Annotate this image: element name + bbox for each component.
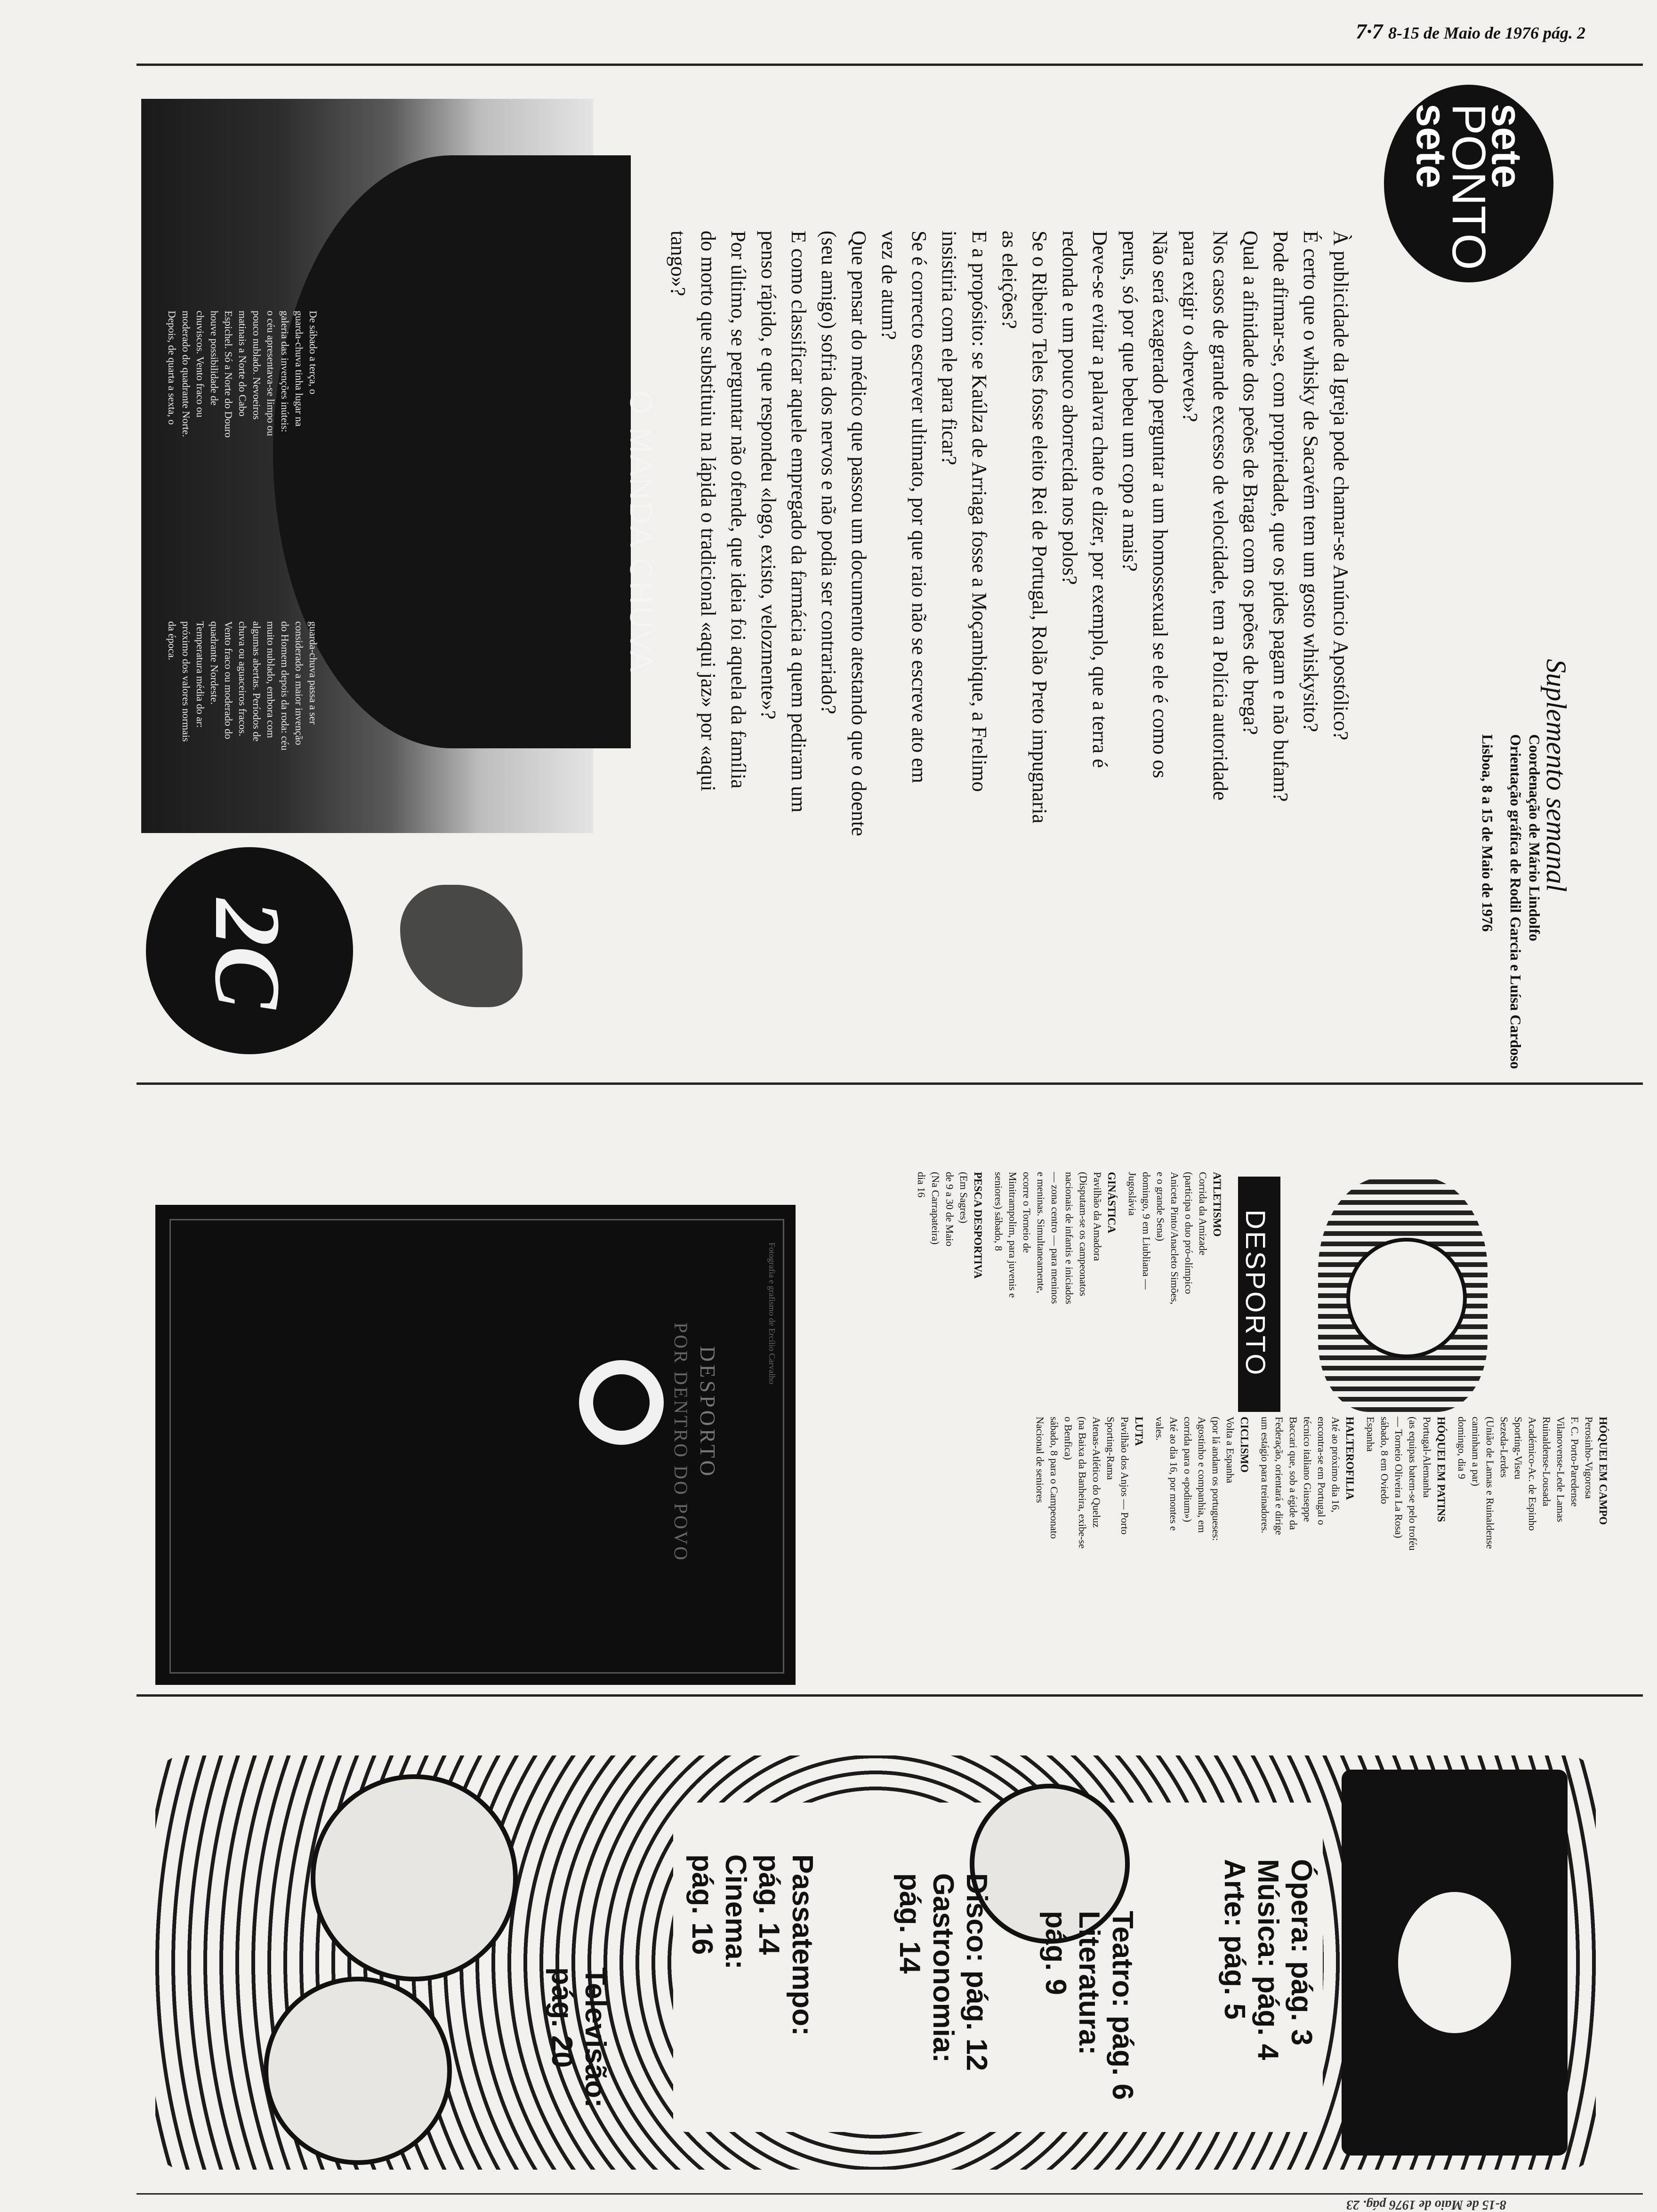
weather-line: Vento fraco ou moderado do — [223, 621, 234, 739]
sport-line: (as equipas batem-se pelo troféu — [1407, 1417, 1419, 1551]
page-badge-circle — [146, 847, 353, 1054]
question-line: redonda e um pouco aborrecida nos polos? — [1058, 231, 1081, 585]
sport-line: F. C. Porto-Paredense — [1569, 1417, 1581, 1507]
guide-col-1 — [1218, 1859, 1318, 2060]
guide-line: pág. 16 — [686, 1854, 718, 1955]
guide-line: Gastronomia: — [927, 1873, 959, 2063]
sport-line: Até ao próximo dia 16, — [1330, 1417, 1342, 1513]
sports-column-2 — [1033, 1417, 1610, 1551]
middle-rule-2 — [137, 1694, 1643, 1697]
sport-line: vales. — [1154, 1417, 1166, 1441]
weather-line: quadrante Nordeste. — [209, 621, 220, 705]
guide-line: Disco: pág. 12 — [960, 1873, 993, 2071]
guide-col-2 — [1039, 1911, 1139, 2100]
graphics-line: Orientação gráfica de Rodil Garcia e Luísa Cardoso — [1507, 734, 1524, 1069]
guide-line: Ópera: pág. 3 — [1285, 1859, 1318, 2046]
question-line: insistiria com ele para ficar? — [938, 231, 961, 465]
sport-line: o Benfica) — [1062, 1417, 1074, 1460]
question-line: vez de atum? — [877, 231, 901, 340]
sport-line: encontra-se em Portugal o — [1316, 1417, 1327, 1525]
question-line: as eleições? — [998, 231, 1021, 329]
weather-line: considerado a maior invenção — [293, 621, 305, 745]
weather-line: Espichel. Só a Norte do Douro — [223, 311, 234, 438]
question-line: tango»? — [667, 231, 690, 297]
sport-line: Corrida da Amizade — [1197, 1172, 1209, 1256]
sport-line: sábado, 8 em Oviedo — [1379, 1417, 1391, 1504]
sport-line: Atenas-Atlético do Queluz — [1091, 1417, 1102, 1528]
mirrored-footer-text: 8-15 de Maio de 1976 pág. 23 — [1346, 2197, 1506, 2212]
guide-line: Música: pág. 4 — [1252, 1859, 1284, 2060]
weather-line: moderado do quadrante Norte. — [180, 311, 192, 437]
questions-column — [663, 231, 1356, 836]
sport-line: corrida para o «podium») — [1182, 1417, 1194, 1523]
sport-line: (Na Carrapateira) — [930, 1172, 941, 1245]
guide-line: pág. 20 — [546, 1967, 578, 2068]
question-line: É certo que o whisky de Sacavém tem um gosto whiskysito? — [1299, 231, 1322, 732]
sport-line: Aniceta Pinto/Anacleto Simões, — [1169, 1172, 1181, 1305]
sport-line: Baccari que, sob a égide da — [1287, 1417, 1299, 1530]
guide-mask-graphic — [1342, 1770, 1568, 2156]
book-cover-frame — [169, 1219, 784, 1674]
sport-line: (por lá andam os portugueses: — [1210, 1417, 1222, 1541]
middle-rule-1 — [137, 1082, 1643, 1085]
question-line: Qual a afinidade dos peões de Braga com os peões de brega? — [1239, 231, 1262, 735]
sport-heading: ATLETISMO — [1211, 1172, 1223, 1237]
weather-line: matinais a Norte do Cabo — [237, 311, 249, 417]
logo-word-sete-top: sete — [1483, 104, 1530, 189]
sport-line: (participa o duo pró-olímpico — [1183, 1172, 1195, 1294]
sete-ponto-sete-logo — [1384, 85, 1553, 282]
sport-line: (Disputam-se os campeonatos — [1078, 1172, 1089, 1296]
weather-line: muito nublado, embora com — [265, 621, 277, 738]
guide-col-4 — [685, 1854, 819, 2036]
question-line: Deve-se evitar a palavra chato e dizer, por exemplo, que a terra é — [1088, 231, 1111, 768]
guide-illustration-circle-1 — [311, 1774, 518, 1981]
book-cover-title-2: POR DENTRO DO POVO — [670, 1322, 692, 1562]
sport-line: Até ao dia 16, por montes e — [1168, 1417, 1180, 1531]
sport-line: Minitrampolim, para juvenis e — [1007, 1172, 1019, 1298]
sport-line: domingo, 9 em Liubliana — — [1141, 1172, 1152, 1290]
sport-line: Ruinaldense-Lousada — [1541, 1417, 1552, 1507]
sport-heading: HÓQUEI EM CAMPO — [1597, 1417, 1609, 1525]
question-line: (seu amigo) sofria dos nervos e não podia ser contrariado? — [817, 231, 840, 714]
sport-line: domingo, dia 9 — [1456, 1417, 1468, 1479]
sport-line: sábado, 8 para o Campeonato — [1048, 1417, 1060, 1539]
sport-heading: HALTEROFILIA — [1344, 1417, 1356, 1500]
question-line: Pode afirmar-se, com propriedade, que os pides pagam e não bufam? — [1269, 231, 1292, 802]
weather-line: chuviscos. Vento fraco ou — [194, 311, 206, 417]
sport-line: técnico italiano Giuseppe — [1302, 1417, 1313, 1522]
question-line: Nos casos de grande excesso de velocidade, tem a Polícia autoridade — [1209, 231, 1232, 801]
sport-line: Perosinho-Vigorosa — [1583, 1417, 1595, 1499]
question-line: perus, só por que bebeu um copo a mais? — [1118, 231, 1142, 572]
sport-line: Pavilhão dos Anjos — Porto — [1119, 1417, 1131, 1535]
book-cover — [155, 1205, 796, 1685]
weather-line: o céu apresentava-se limpo ou — [265, 311, 277, 436]
supplement-lines — [1478, 734, 1544, 1069]
supplement-title: Suplemento semanal — [1541, 659, 1572, 892]
weather-text-col1 — [165, 311, 320, 438]
sport-line: Federação, orientará e dirige — [1273, 1417, 1285, 1535]
sport-heading: PESCA DESPORTIVA — [972, 1172, 984, 1279]
guide-line: Literatura: — [1073, 1911, 1105, 2055]
question-line: para exigir o «brevet»? — [1179, 231, 1202, 422]
sports-column-1 — [914, 1172, 1224, 1305]
supplement-credits — [1540, 659, 1572, 892]
weather-line: chuva ou aguaceiros fracos. — [237, 621, 249, 737]
weather-line: algumas abertas. Períodos de — [251, 621, 263, 742]
question-line: Se o Ribeiro Teles fosse eleito Rei de Portugal, Rolão Preto impugnaria — [1028, 231, 1051, 824]
sport-line: (Em Sagres) — [958, 1172, 970, 1224]
sport-line: (na Baixa da Banheira, exibe-se — [1077, 1417, 1088, 1549]
sport-line: Jugoslávia — [1126, 1172, 1138, 1216]
guide-line: pág. 14 — [753, 1854, 785, 1955]
sport-line: Nacional de seniores — [1034, 1417, 1046, 1503]
question-line: Por último, se perguntar não ofende, que ideia foi aquela da família — [727, 231, 750, 789]
guide-line: Cinema: — [719, 1854, 752, 1970]
sport-heading: HÓQUEI EM PATINS — [1435, 1417, 1447, 1523]
weather-line: próximo dos valores normais — [180, 621, 192, 742]
weather-line: da época. — [166, 621, 178, 661]
guide-line: Passatempo: — [786, 1854, 819, 2036]
coordination-line: Coordenação de Mário Lindolfo — [1526, 734, 1543, 941]
sport-line: Sporting-Rama — [1105, 1417, 1117, 1480]
sport-line: ocorre o Torneio de — [1021, 1172, 1033, 1253]
weather-headline: O MANDA CHUVA — [624, 391, 659, 673]
sport-line: de 9 a 30 de Maio — [944, 1172, 956, 1247]
guide-line: pág. 9 — [1039, 1911, 1072, 1996]
bottom-rule — [137, 2193, 1643, 2195]
weather-text-col2 — [165, 621, 320, 750]
sport-line: e meninas. Simultaneamente, — [1035, 1172, 1047, 1293]
top-rule — [137, 64, 1643, 66]
header-logo-mark: 7·7 — [1356, 19, 1388, 43]
book-cover-title-1: DESPORTO — [696, 1346, 720, 1479]
sport-line: — zona centro — para meninos — [1049, 1172, 1061, 1304]
weather-line: do Homem depois da roda: céu — [279, 621, 291, 751]
question-line: Se é correcto escrever ultimato, por que raio não se escreve ato em — [908, 231, 931, 784]
question-line: Não será exagerado perguntar a um homossexual se ele é como os — [1149, 231, 1172, 778]
sport-line: — Torneio Oliveira La Rosa) — [1393, 1417, 1405, 1539]
sport-line: Volta a Espanha — [1224, 1417, 1236, 1483]
sport-line: dia 16 — [916, 1172, 927, 1198]
sports-banner — [1238, 1177, 1280, 1412]
guide-line: Teatro: pág. 6 — [1106, 1911, 1139, 2100]
weather-photo — [141, 99, 659, 833]
sport-line: (União de Lamas e Ruinaldense — [1484, 1417, 1496, 1549]
weather-line: guarda-chuva passa a ser — [307, 621, 319, 725]
sports-mascot-graphic — [1318, 1177, 1488, 1412]
logo-word-sete-bottom: sete — [1408, 104, 1455, 189]
sport-line: Portugal-Alemanha — [1421, 1417, 1433, 1498]
sport-line: seniores) sábado, 8 — [993, 1172, 1005, 1251]
sport-line: Agostinho e companhia, em — [1196, 1417, 1208, 1533]
question-line: E como classificar aquele empregado da farmácia a quem pediram um — [787, 231, 810, 813]
weather-line: De sábado a terça, o — [307, 311, 319, 394]
brush-stroke-2 — [400, 885, 523, 1007]
weather-line: Temperatura média do ar: — [194, 621, 206, 728]
guide-line: Televisão: — [579, 1967, 611, 2108]
sport-line: Vilanovense-Lede Lamas — [1555, 1417, 1567, 1523]
guide-illustration-circle-3 — [264, 1977, 452, 2165]
question-line: Que pensar do médico que passou um documento atestando que o doente — [847, 231, 870, 836]
sport-line: e o grande Sena) — [1155, 1172, 1166, 1242]
sport-line: Académico-Ac. de Espinho — [1527, 1417, 1538, 1531]
guide-line: pág. 14 — [893, 1873, 926, 1974]
sport-line: Sezeda-Lerdes — [1498, 1417, 1510, 1478]
book-cover-credit: Fotografia e grafismo de Ercílio Carvalho — [767, 1242, 777, 1385]
weather-line: Depois, de quarta a sexta, o — [166, 311, 178, 425]
place-date-line: Lisboa, 8 a 15 de Maio de 1976 — [1479, 734, 1496, 932]
sport-line: nacionais de infantis e iniciados — [1063, 1172, 1075, 1305]
book-ring-graphic — [579, 1360, 664, 1445]
weather-line: houve possibilidade de — [209, 311, 220, 406]
logo-word-ponto: PONTO — [1442, 104, 1495, 270]
umbrella-shape — [273, 155, 631, 751]
weather-line: guarda-chuva tinha lugar na — [293, 311, 305, 427]
page-date-header: 7·7 8-15 de Maio de 1976 pág. 2 — [1356, 19, 1585, 43]
weather-line: galeria das invenções inúteis: — [279, 311, 291, 433]
question-line: penso rápido, e que respondeu «logo, existo, velozmente»? — [757, 231, 780, 720]
sport-heading: LUTA — [1133, 1417, 1145, 1446]
sports-banner-text: DESPORTO — [1240, 1210, 1271, 1377]
sport-line: um estágio para treinadores. — [1259, 1417, 1271, 1534]
sport-heading: GINÁSTICA — [1106, 1172, 1118, 1234]
question-line: do morto que substituiu na lápida o tradicional «aqui jaz» por «aqui — [697, 231, 720, 792]
sport-line: Pavilhão da Amadora — [1092, 1172, 1103, 1261]
question-line: E a propósito: se Kaúlza de Arriaga fosse a Moçambique, a Frelimo — [968, 231, 991, 792]
page-badge-text: 2C — [195, 899, 299, 1009]
question-line: À publicidade da Igreja pode chamar-se Anúncio Apostólico? — [1329, 231, 1352, 740]
sport-line: Sporting-Viseu — [1512, 1417, 1524, 1480]
weather-line: pouco nublado. Nevoeiros — [251, 311, 263, 420]
guide-line: Arte: pág. 5 — [1218, 1859, 1251, 2020]
guide-col-3 — [893, 1873, 993, 2071]
sport-line: Espanha — [1365, 1417, 1376, 1452]
sport-line: caminham a par) — [1470, 1417, 1482, 1486]
guide-col-5 — [545, 1967, 612, 2108]
sport-heading: CICLISMO — [1239, 1417, 1250, 1473]
